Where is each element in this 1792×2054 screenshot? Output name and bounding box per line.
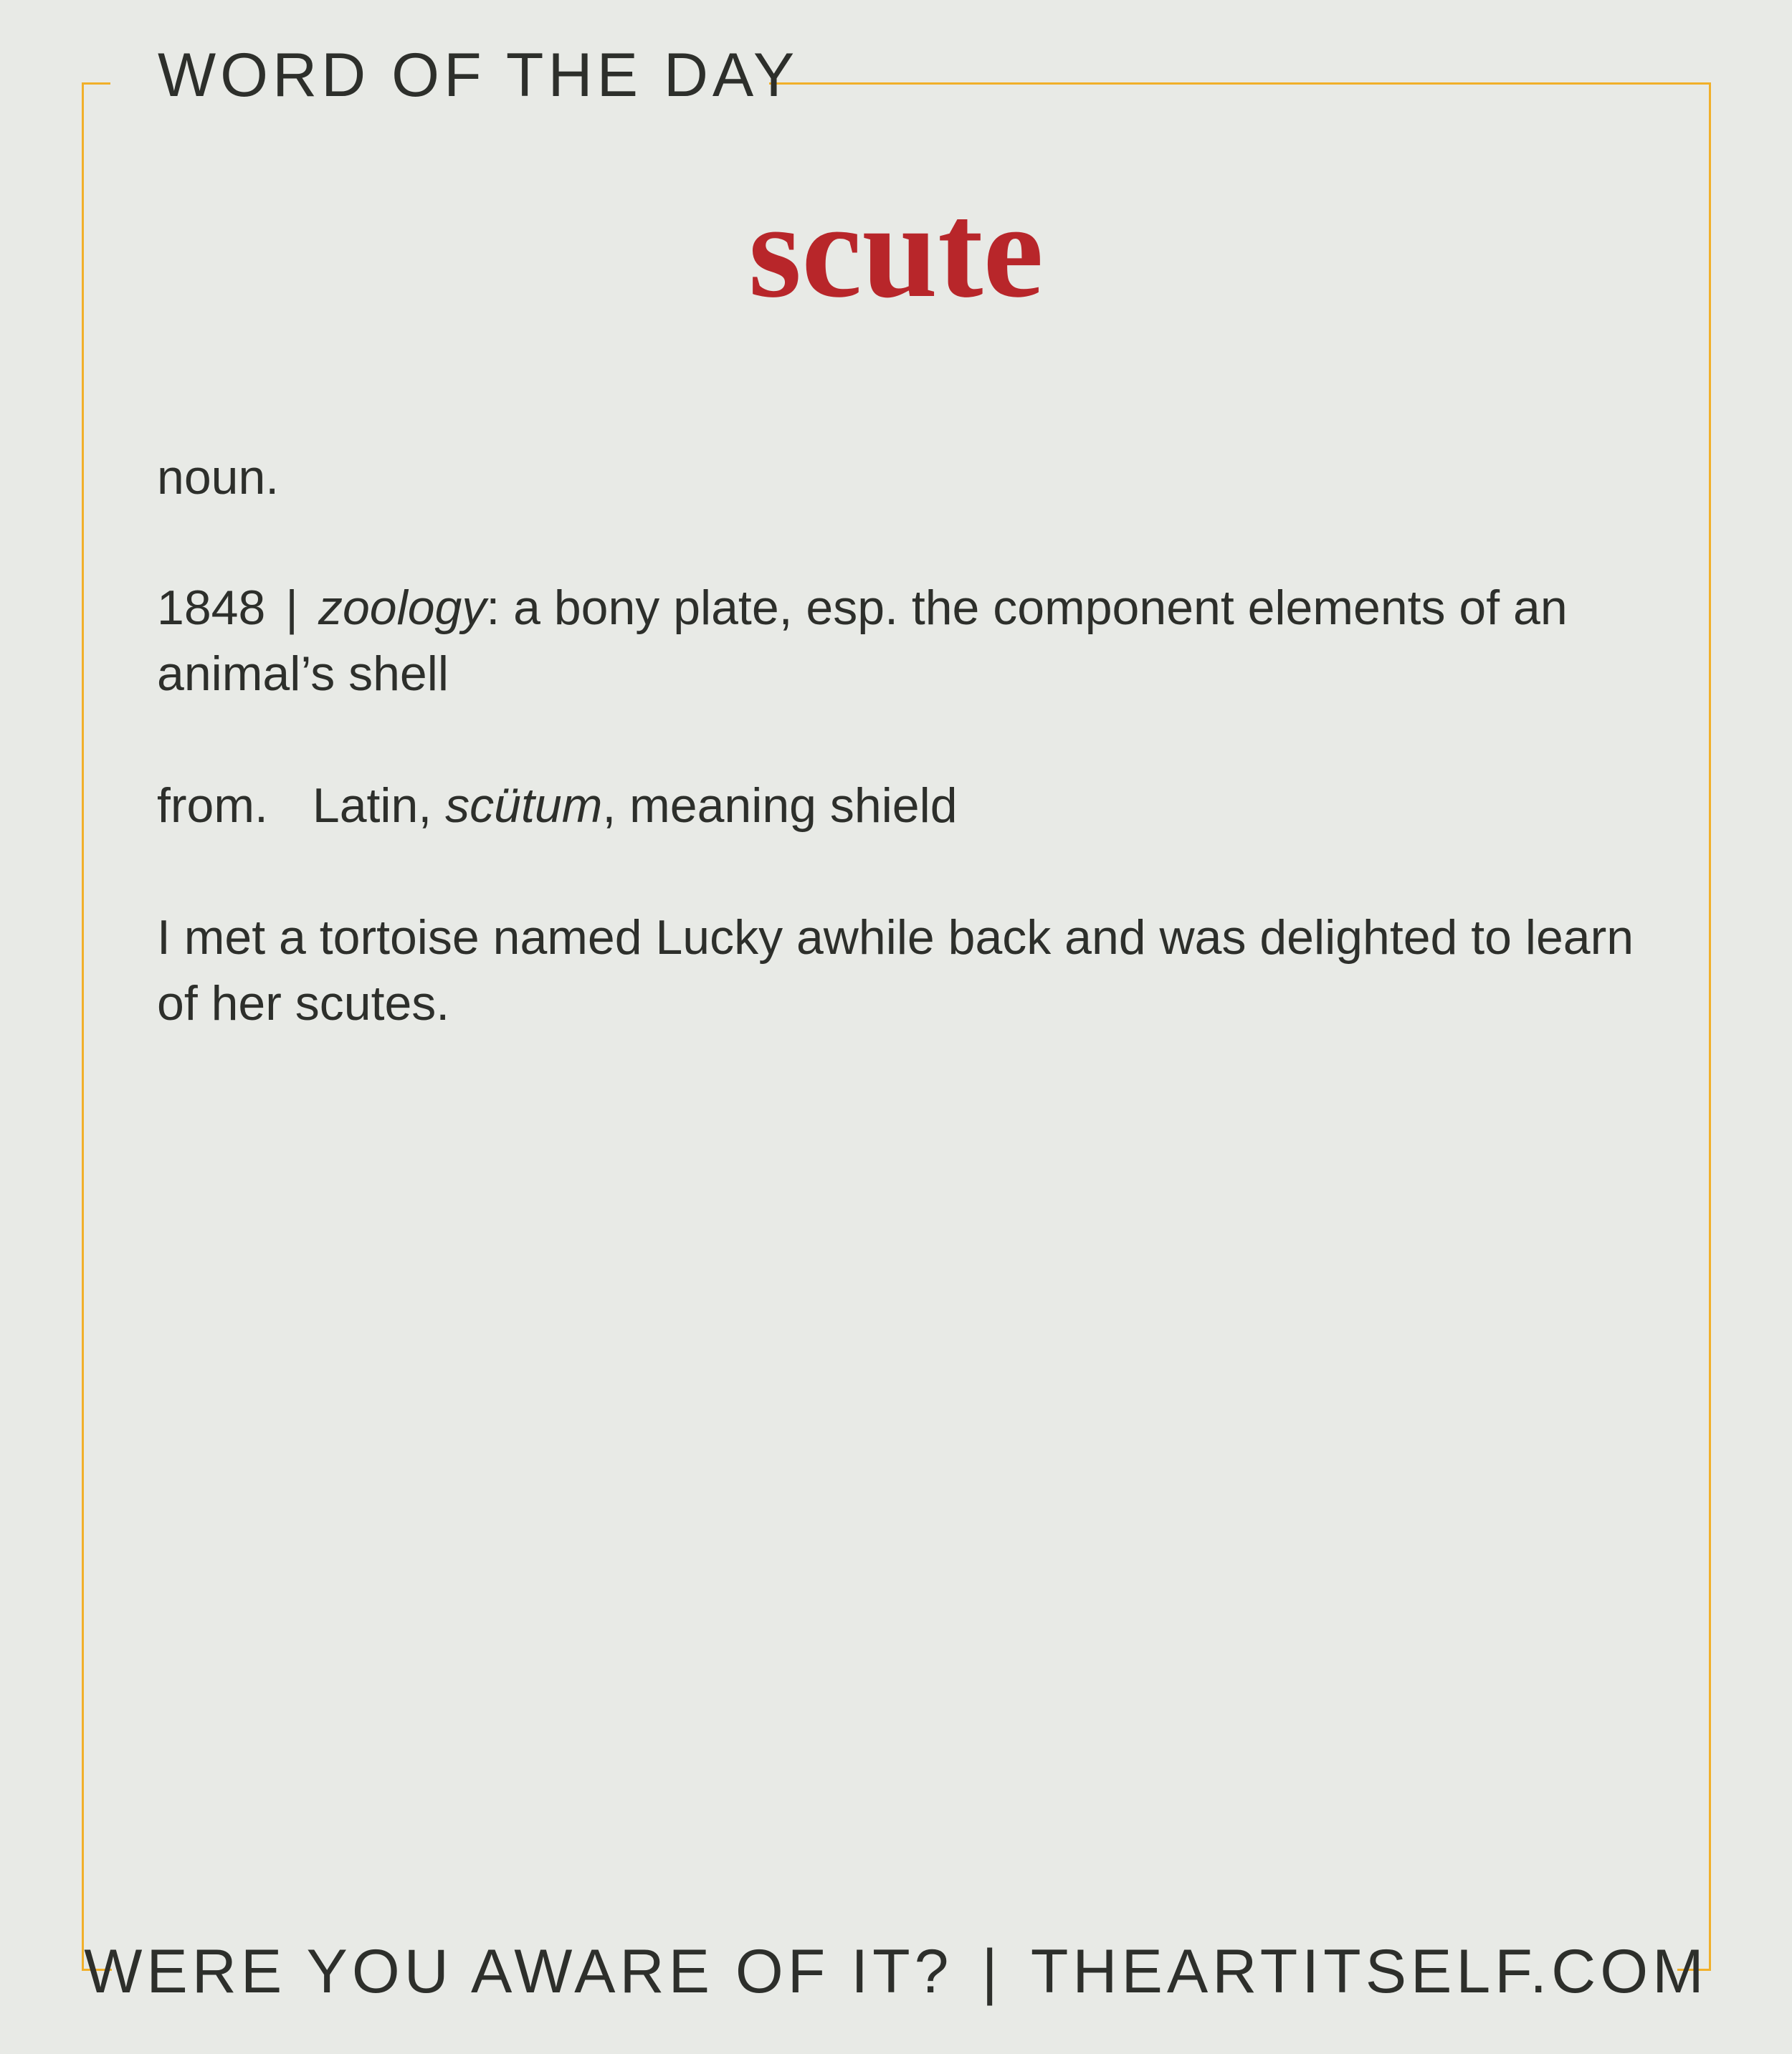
frame-top-left-line (82, 82, 110, 85)
origin-language: Latin, (312, 778, 432, 833)
definition-separator: | (285, 581, 298, 635)
frame-top-right-line (769, 82, 1711, 85)
footer-separator: | (981, 1937, 1002, 2006)
frame-right-line (1709, 82, 1711, 1971)
origin (157, 773, 1669, 839)
part-of-speech: noun. (157, 450, 280, 505)
origin-label: from. (157, 778, 268, 833)
word-title: scute (748, 176, 1044, 326)
origin-term: scütum (445, 778, 603, 833)
frame-left-line (82, 82, 84, 1971)
definition-year: 1848 (157, 581, 266, 635)
example-sentence: I met a tortoise named Lucky awhile back and was delighted to learn of her scutes. (157, 910, 1634, 1031)
definition (157, 575, 1669, 707)
definition-domain: zoology (318, 581, 487, 635)
footer (0, 1937, 1792, 2006)
header-title: WORD OF THE DAY (158, 41, 799, 110)
footer-site-link[interactable]: THEARTITSELF.COM (1030, 1937, 1708, 2006)
definition-text: : a bony plate, esp. the component elements of an animal’s shell (157, 581, 1568, 701)
footer-question: WERE YOU AWARE OF IT? (84, 1937, 953, 2006)
origin-meaning: , meaning shield (602, 778, 958, 833)
